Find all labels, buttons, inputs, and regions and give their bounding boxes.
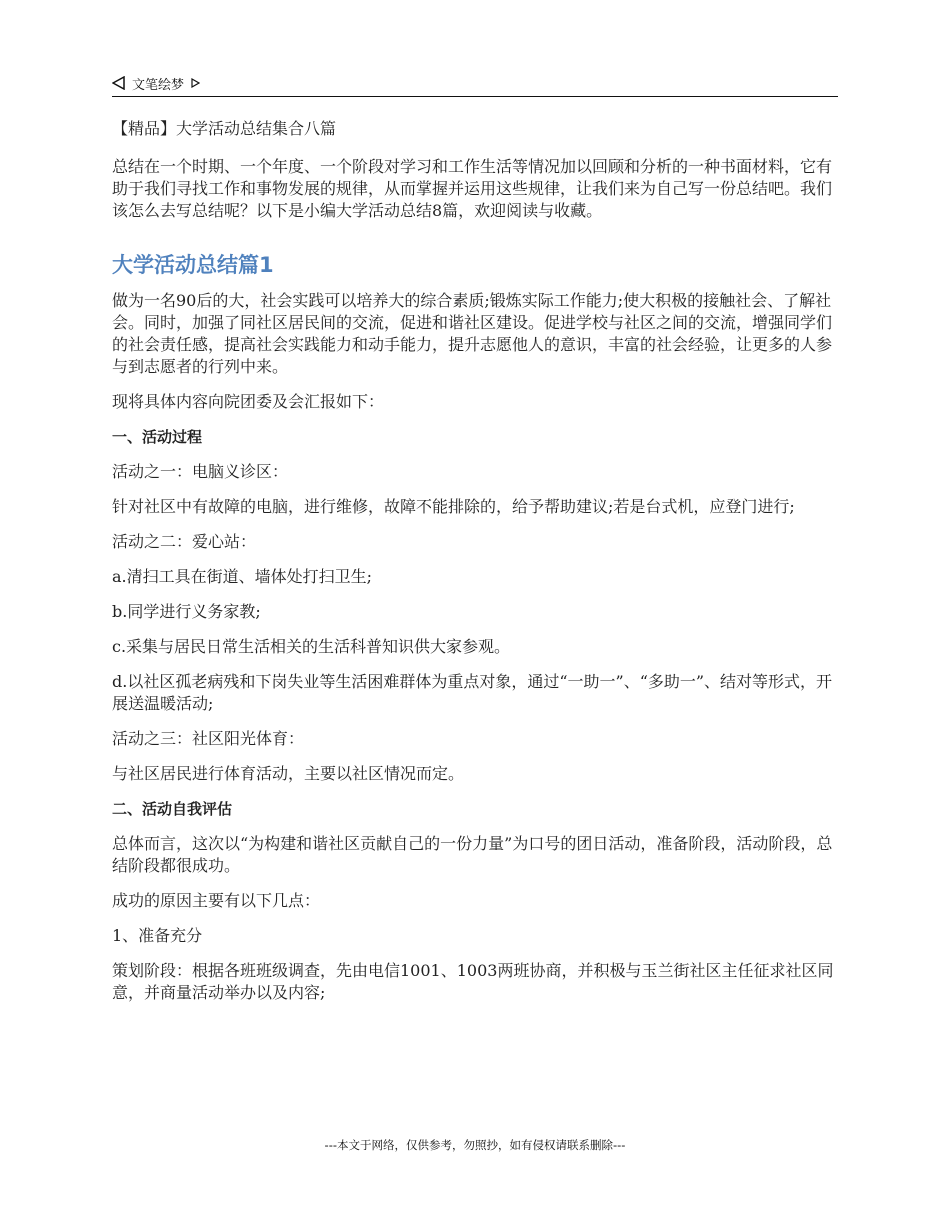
paragraph-15: 成功的原因主要有以下几点： (112, 891, 321, 910)
paragraph-11: 活动之三：社区阳光体育： (112, 729, 305, 748)
paragraph-12: 与社区居民进行体育活动，主要以社区情况而定。 (112, 764, 465, 783)
subheading-activity-process: 一、活动过程 (112, 428, 203, 446)
paragraph-14: 总体而言，这次以“为构建和谐社区贡献自己的一份力量”为口号的团日活动，准备阶段，活动阶段，总结阶段都很成功。 (112, 834, 833, 875)
paragraph-2: 现将具体内容向院团委及会汇报如下： (112, 392, 385, 411)
list-item-d: d.以社区孤老病残和下岗失业等生活困难群体为重点对象，通过“一助一”、“多助一”、结对等形式，开展送温暖活动; (112, 672, 833, 713)
document-body (112, 118, 847, 1017)
page-header (112, 70, 838, 97)
subheading-self-evaluation: 二、活动自我评估 (112, 800, 233, 818)
intro-paragraph: 总结在一个时期、一个年度、一个阶段对学习和工作生活等情况加以回顾和分析的一种书面材料，它有助于我们寻找工作和事物发展的规律，从而掌握并运用这些规律，让我们来为自己写一份总结吧。我们该怎么去写总结呢？以下是小编大学活动总结8篇，欢迎阅读与收藏。 (112, 157, 833, 220)
paragraph-6: 活动之二：爱心站： (112, 532, 257, 551)
list-item-b: b.同学进行义务家教; (112, 602, 261, 621)
list-item-a: a.清扫工具在街道、墙体处打扫卫生; (112, 567, 373, 586)
triangle-left-icon (112, 76, 126, 90)
paragraph-5: 针对社区中有故障的电脑，进行维修，故障不能排除的，给予帮助建议;若是台式机，应登门进行; (112, 497, 795, 516)
brand-name: 文笔绘梦 (132, 77, 185, 93)
paragraph-16: 1、准备充分 (112, 926, 203, 945)
paragraph-17: 策划阶段：根据各班班级调查，先由电信1001、1003两班协商，并积极与玉兰街社区主任征求社区同意，并商量活动举办以及内容; (112, 961, 834, 1002)
section-heading: 大学活动总结篇1 (112, 253, 274, 277)
paragraph-1: 做为一名90后的大，社会实践可以培养大的综合素质;锻炼实际工作能力;使大积极的接触社会、了解社会。同时，加强了同社区居民间的交流，促进和谐社区建设。促进学校与社区之间的交流，增强同学们的社会责任感，提高社会实践能力和动手能力，提升志愿他人的意识，丰富的社会经验，让更多的人参与到志愿者的行列中来。 (112, 291, 833, 376)
page-footer: ---本文于网络，仅供参考，勿照抄，如有侵权请联系删除--- (324, 1138, 626, 1152)
list-item-c: c.采集与居民日常生活相关的生活科普知识供大家参观。 (112, 637, 511, 656)
document-title: 【精品】大学活动总结集合八篇 (112, 119, 337, 138)
paragraph-4: 活动之一：电脑义诊区： (112, 462, 289, 481)
triangle-right-icon (191, 78, 200, 88)
